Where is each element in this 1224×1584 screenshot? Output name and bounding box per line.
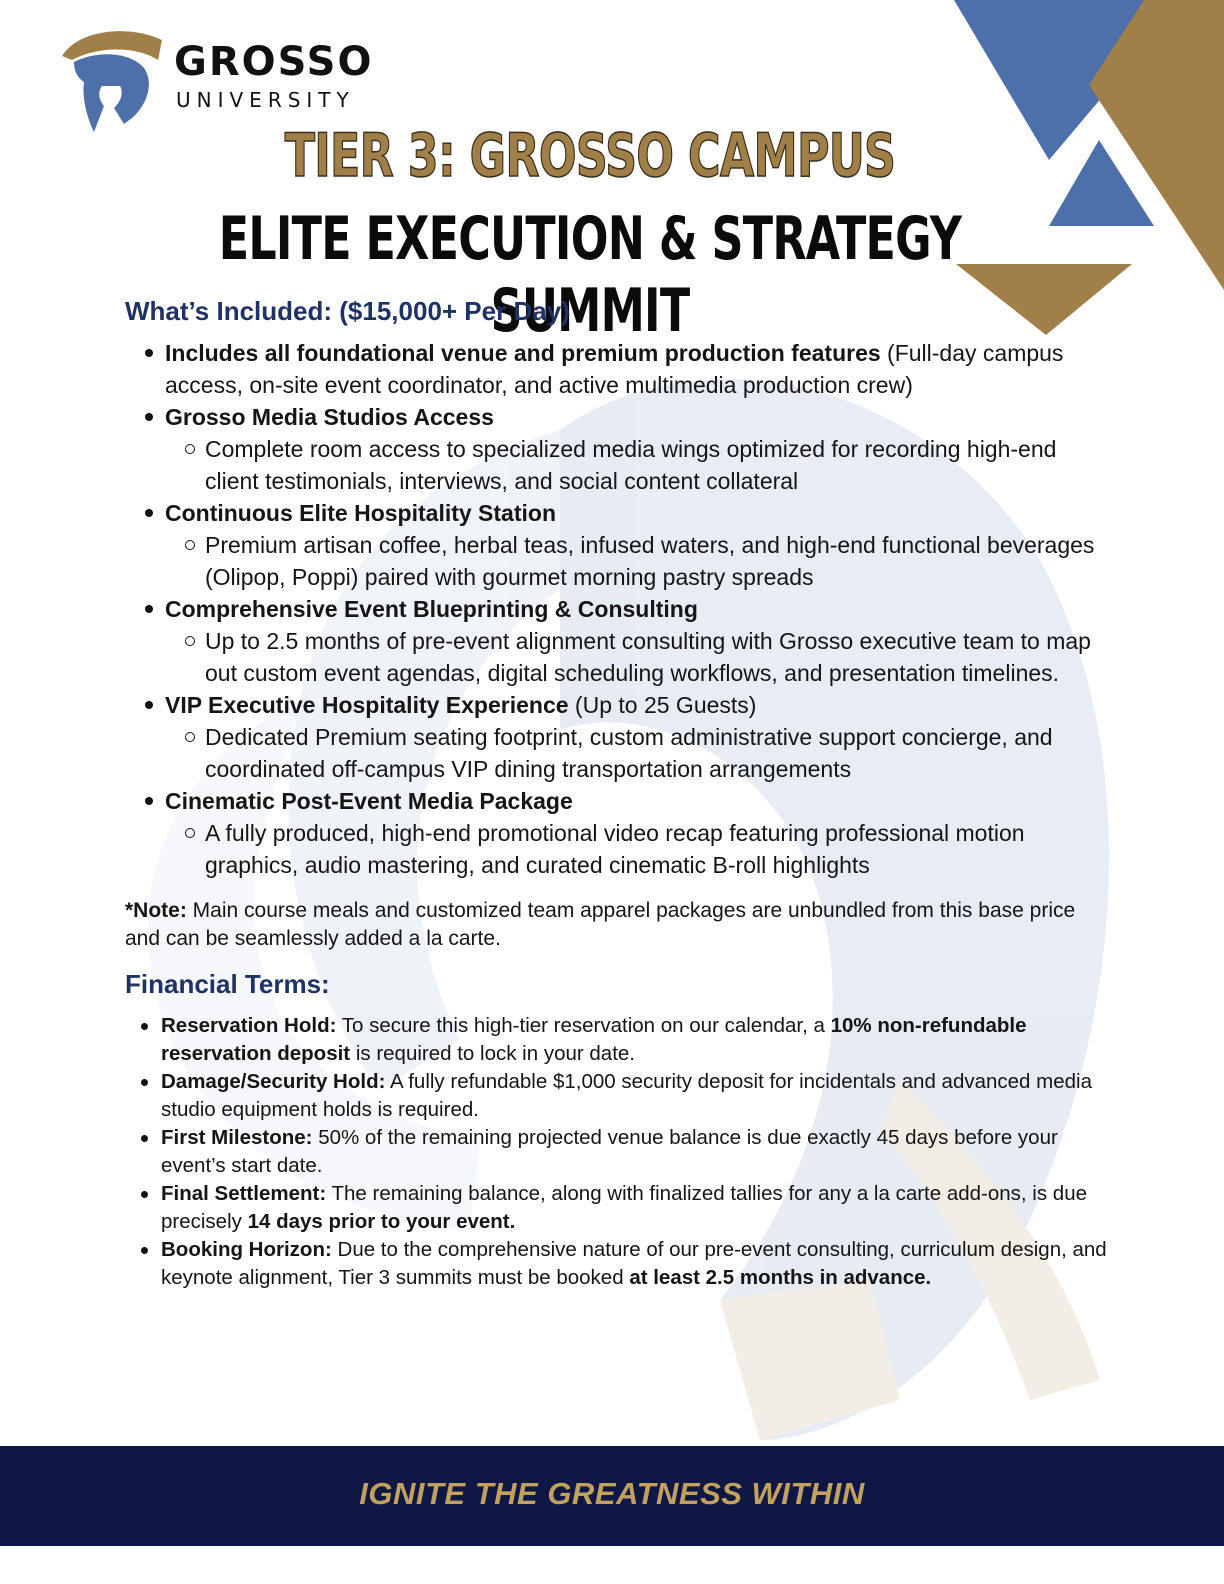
financial-list	[125, 1012, 1110, 1292]
pricing-note	[125, 897, 1110, 953]
footer-tagline: IGNITE THE GREATNESS WITHIN	[359, 1476, 865, 1511]
list-item	[165, 337, 1110, 401]
main-content	[125, 296, 1110, 1292]
item-title: Grosso Media Studios Access	[165, 404, 494, 430]
included-list	[125, 337, 1110, 881]
brand-subtitle: UNIVERSITY	[176, 88, 355, 112]
item-detail: (Full-day campus access, on-site event coordinator, and active multimedia production crew)	[165, 340, 1064, 398]
sub-list-item: Up to 2.5 months of pre-event alignment consulting with Grosso executive team to map out custom event agendas, digital scheduling workflows, and presentation timelines.	[205, 625, 1110, 689]
item-title: Cinematic Post-Event Media Package	[165, 788, 573, 814]
term-label: Booking Horizon:	[161, 1238, 332, 1261]
footer-banner	[0, 1446, 1224, 1546]
sub-list-item: Dedicated Premium seating footprint, custom administrative support concierge, and coordinated off-campus VIP dining transportation arrangements	[205, 721, 1110, 785]
list-item: Reservation Hold: To secure this high-tier reservation on our calendar, a 10% non-refundable reservation deposit is required to lock in your date.	[161, 1012, 1110, 1068]
sub-list-item: A fully produced, high-end promotional video recap featuring professional motion graphics, audio mastering, and curated cinematic B-roll highlights	[205, 817, 1110, 881]
included-heading: What’s Included: ($15,000+ Per Day)	[125, 296, 570, 326]
item-title: Comprehensive Event Blueprinting & Consulting	[165, 596, 698, 622]
list-item	[165, 401, 1110, 497]
item-title: VIP Executive Hospitality Experience	[165, 692, 569, 718]
item-title: Includes all foundational venue and premium production features	[165, 340, 881, 366]
page-title-summit: ELITE EXECUTION & STRATEGY SUMMIT	[218, 204, 962, 346]
list-item	[165, 593, 1110, 689]
financial-heading: Financial Terms:	[125, 969, 330, 999]
page-title-tier: TIER 3: GROSSO CAMPUS	[284, 121, 896, 191]
sub-list-item: Premium artisan coffee, herbal teas, infused waters, and high-end functional beverages (Olipop, Poppi) paired with gourmet morning pastry spreads	[205, 529, 1110, 593]
list-item: First Milestone: 50% of the remaining projected venue balance is due exactly 45 days before your event’s start date.	[161, 1124, 1110, 1180]
term-label: Damage/Security Hold:	[161, 1070, 386, 1093]
list-item: Booking Horizon: Due to the comprehensive nature of our pre-event consulting, curriculum design, and keynote alignment, Tier 3 summits must be booked at least 2.5 months in advance.	[161, 1236, 1110, 1292]
list-item	[165, 689, 1110, 785]
brand-name: GROSSO	[174, 39, 374, 85]
sub-list-item: Complete room access to specialized media wings optimized for recording high-end client testimonials, interviews, and social content collateral	[205, 433, 1110, 497]
list-item	[165, 497, 1110, 593]
item-detail: (Up to 25 Guests)	[568, 692, 757, 718]
term-label: Final Settlement:	[161, 1182, 327, 1205]
list-item	[165, 785, 1110, 881]
term-label: First Milestone:	[161, 1126, 313, 1149]
list-item: Damage/Security Hold: A fully refundable $1,000 security deposit for incidentals and advanced media studio equipment holds is required.	[161, 1068, 1110, 1124]
item-title: Continuous Elite Hospitality Station	[165, 500, 556, 526]
note-text: Main course meals and customized team apparel packages are unbundled from this base price and can be seamlessly added a la carte.	[125, 899, 1076, 950]
spartan-helmet-icon	[58, 26, 168, 136]
list-item: Final Settlement: The remaining balance, along with finalized tallies for any a la carte add-ons, is due precisely 14 days prior to your event.	[161, 1180, 1110, 1236]
note-label: *Note:	[125, 899, 187, 922]
term-label: Reservation Hold:	[161, 1014, 337, 1037]
